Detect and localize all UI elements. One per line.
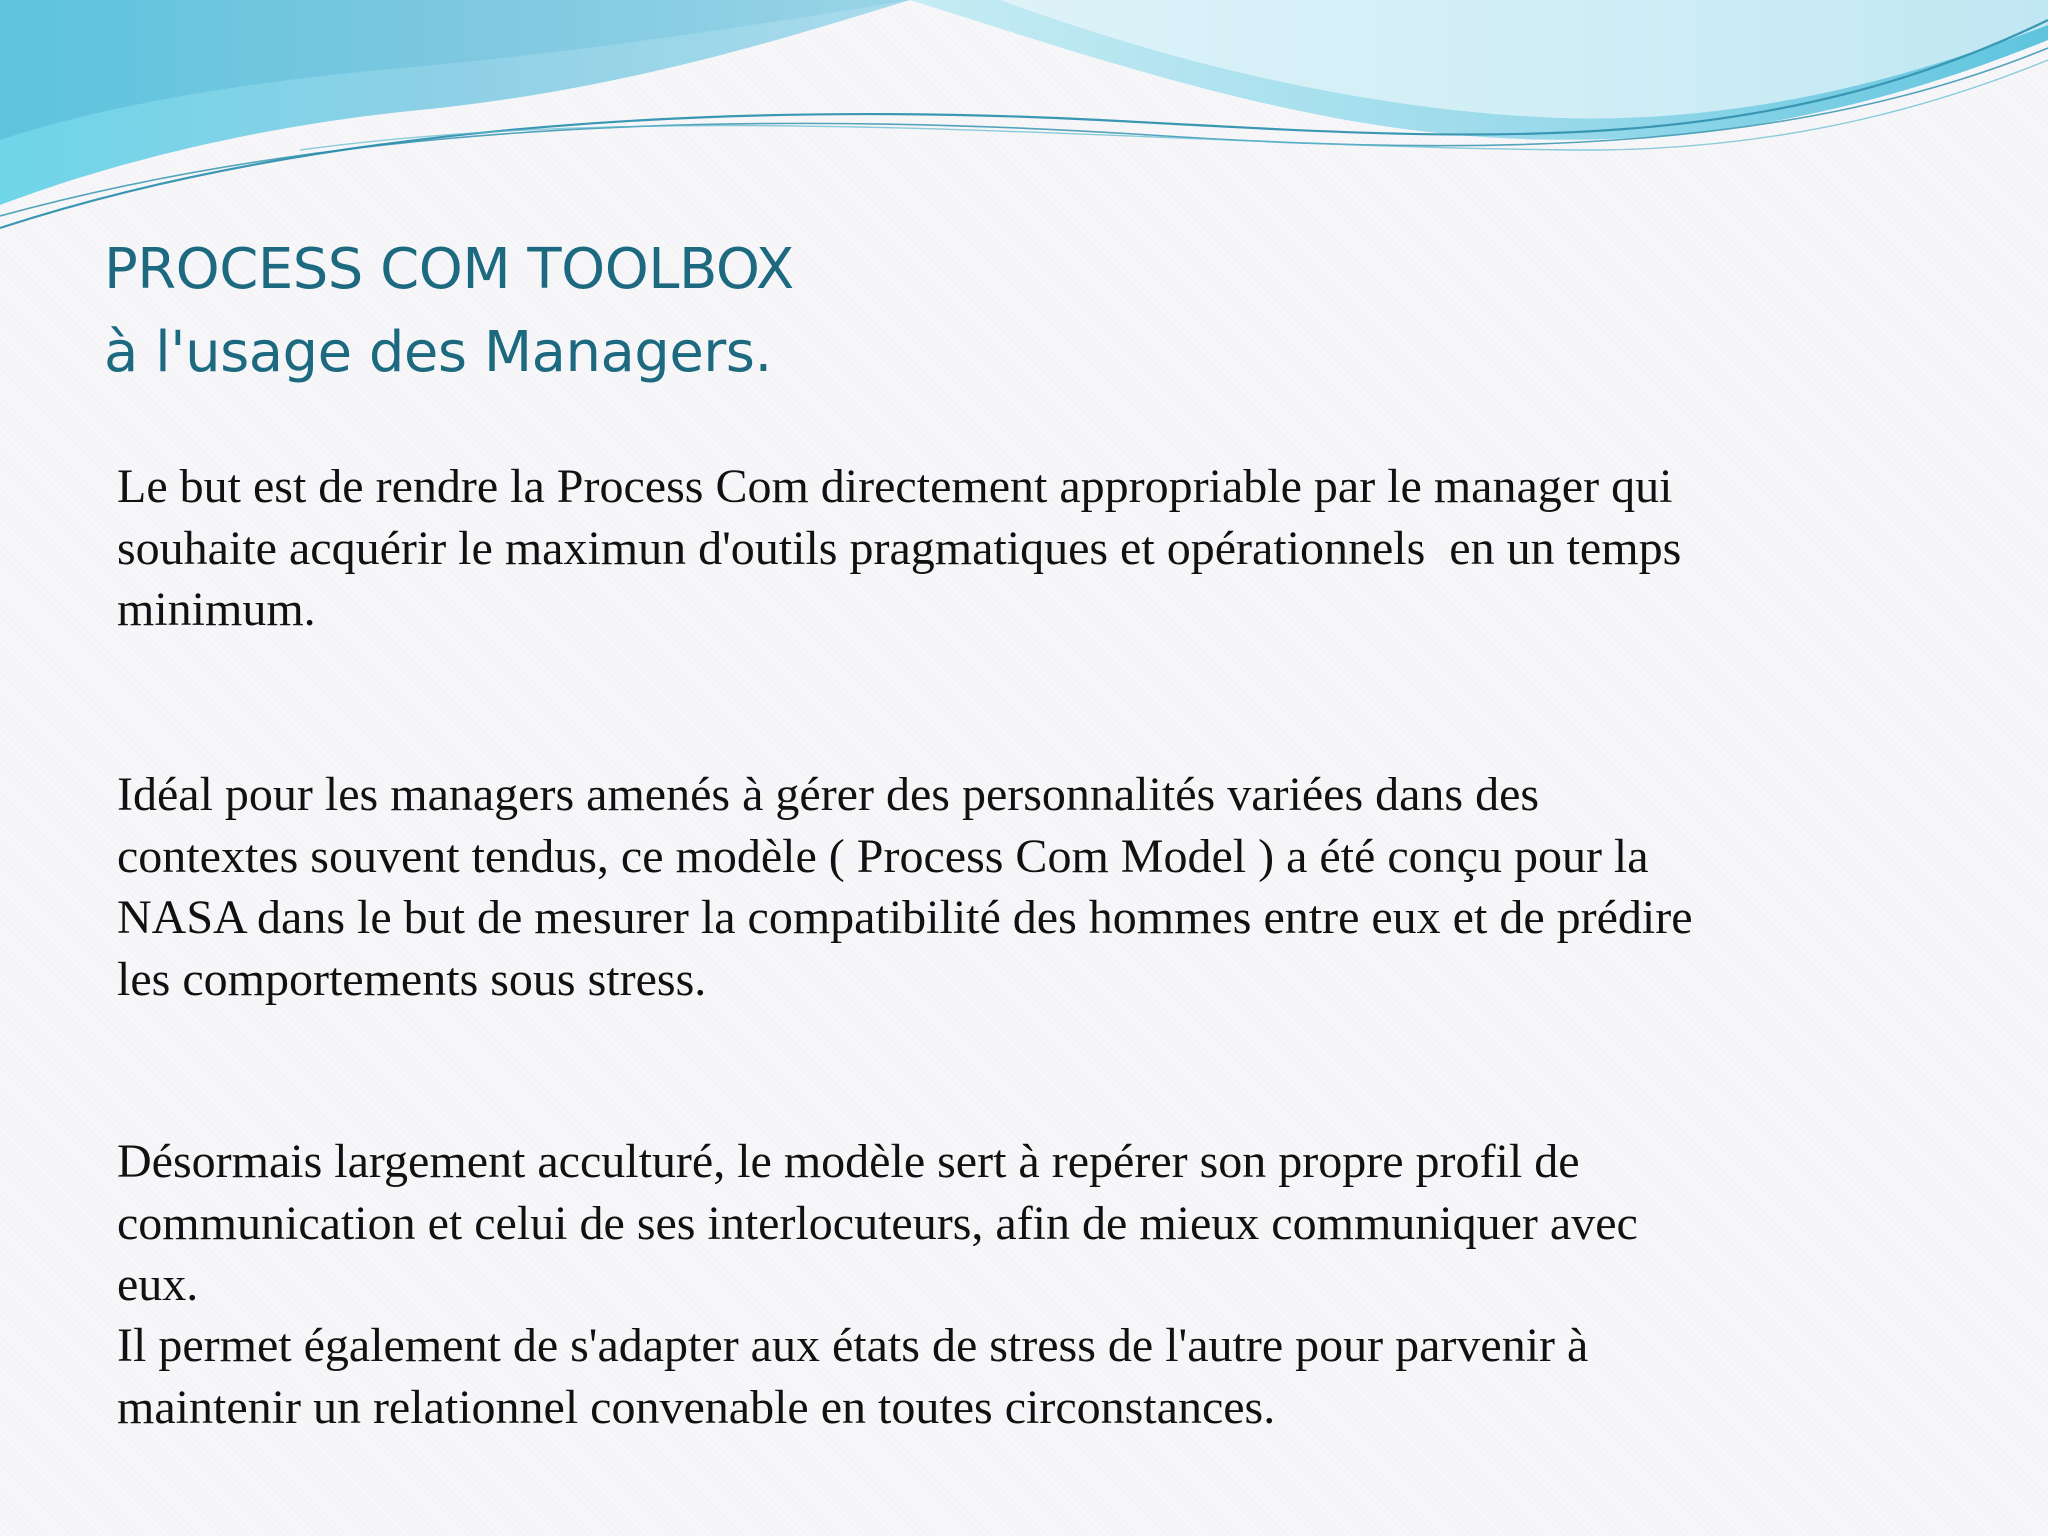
paragraph-line: NASA dans le but de mesurer la compatibilité des hommes entre eux et de prédire (117, 891, 1693, 944)
paragraph-ideal (117, 764, 1977, 1010)
paragraph-line: eux. (117, 1258, 199, 1311)
paragraph-line: les comportements sous stress. (117, 952, 707, 1006)
paragraph-line: communication et celui de ses interlocuteurs, afin de mieux communiquer avec (117, 1196, 1638, 1250)
paragraph-line: Il permet également de s'adapter aux états de stress de l'autre pour parvenir à (117, 1319, 1589, 1372)
decorative-wave-banner (0, 0, 2048, 240)
paragraph-line: Désormais largement acculturé, le modèle sert à repérer son propre profil de (117, 1135, 1580, 1188)
title-line-1: PROCESS COM TOOLBOX (104, 237, 794, 302)
paragraph-line: Idéal pour les managers amenés à gérer des personnalités variées dans des (117, 768, 1540, 821)
paragraph-line: contextes souvent tendus, ce modèle ( Process Com Model ) a été conçu pour la (117, 829, 1649, 883)
title-line-2: à l'usage des Managers. (104, 320, 772, 385)
paragraph-line: minimum. (117, 583, 316, 636)
paragraph-acculture (117, 1131, 1977, 1316)
slide-title (104, 228, 1904, 394)
paragraph-stress (117, 1315, 1977, 1438)
paragraph-line: souhaite acquérir le maximun d'outils pragmatiques et opérationnels en un temps (117, 521, 1682, 575)
paragraph-goal (117, 456, 1977, 641)
paragraph-line: Le but est de rendre la Process Com directement appropriable par le manager qui (117, 460, 1673, 513)
paragraph-line: maintenir un relationnel convenable en toutes circonstances. (117, 1380, 1276, 1434)
